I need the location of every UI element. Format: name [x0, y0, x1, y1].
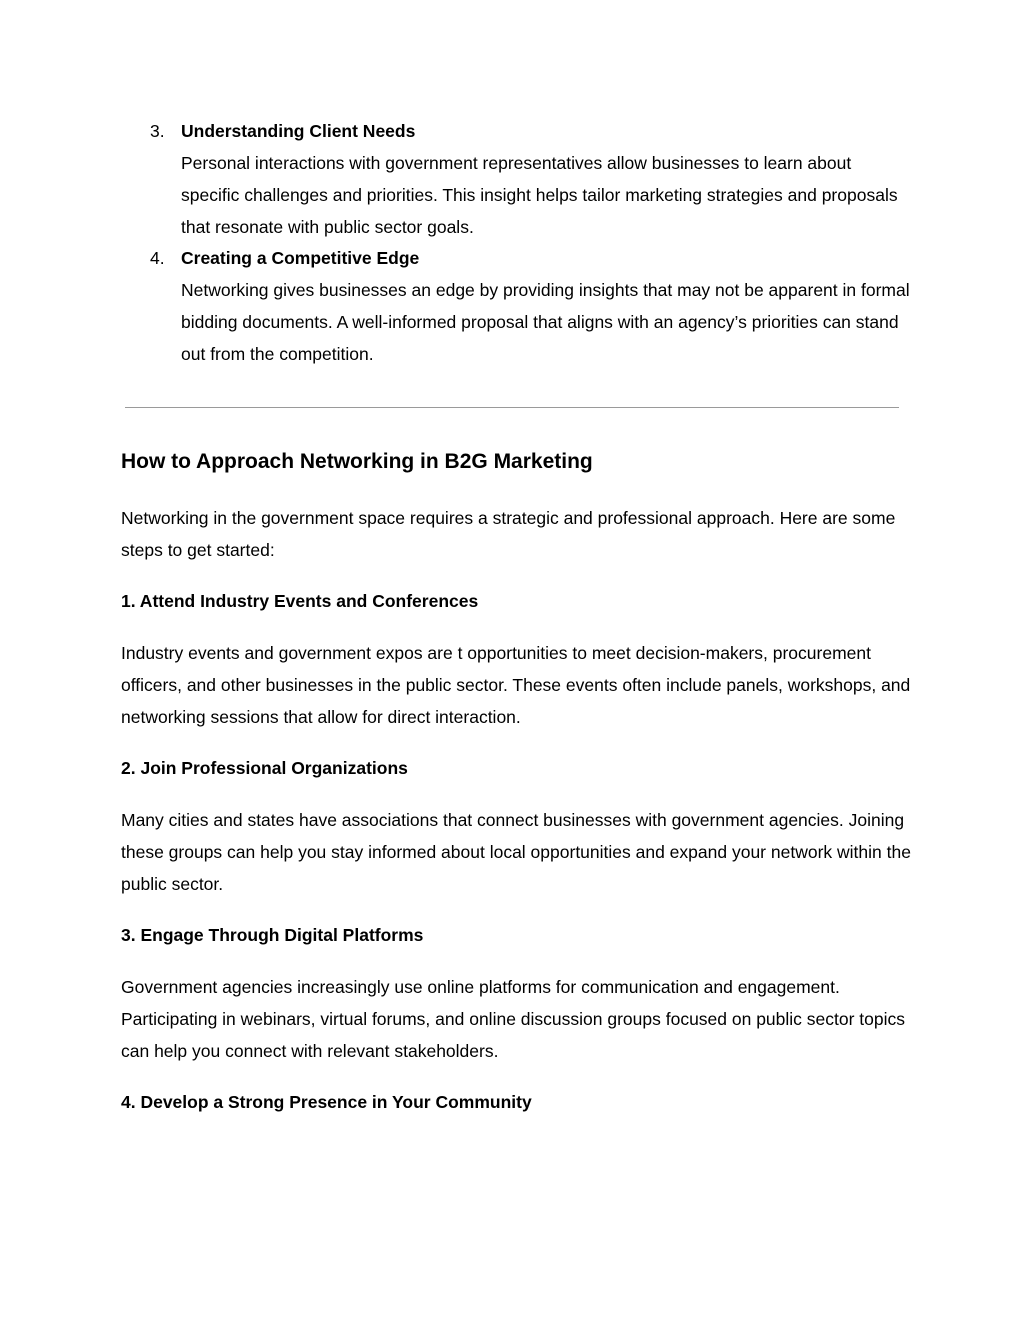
list-item-text: Personal interactions with government representatives allow businesses to learn about specific challenges and priorities. This insight helps tailor marketing strategies and proposals that resonate with public sector goals. — [181, 153, 898, 237]
section-intro: Networking in the government space requires a strategic and professional approach. Here are some steps to get started: — [121, 508, 896, 560]
horizontal-divider — [125, 407, 899, 408]
list-item-body — [181, 242, 911, 370]
list-item-title: Understanding Client Needs — [181, 121, 416, 141]
step-text: Government agencies increasingly use online platforms for communication and engagement. Participating in webinars, virtual forums, and online discussion groups focused on public sector topics can help you connect with relevant stakeholders. — [121, 977, 906, 1061]
section-heading: How to Approach Networking in B2G Marketing — [121, 450, 593, 473]
list-item-body — [181, 115, 911, 243]
list-item-number: 3. — [150, 121, 165, 141]
step-heading: 1. Attend Industry Events and Conferences — [121, 591, 479, 611]
step-heading: 2. Join Professional Organizations — [121, 758, 408, 778]
step-text: Industry events and government expos are t opportunities to meet decision-makers, procurement officers, and other businesses in the public sector. These events often include panels, workshops, and networking sessions that allow for direct interaction. — [121, 643, 911, 727]
list-item-text: Networking gives businesses an edge by providing insights that may not be apparent in formal bidding documents. A well-informed proposal that aligns with an agency’s priorities can stand out from the competition. — [181, 280, 910, 364]
list-item-title: Creating a Competitive Edge — [181, 248, 420, 268]
step-heading: 3. Engage Through Digital Platforms — [121, 925, 424, 945]
step-heading: 4. Develop a Strong Presence in Your Community — [121, 1092, 532, 1112]
step-text: Many cities and states have associations that connect businesses with government agencies. Joining these groups can help you stay informed about local opportunities and expand your network within the public sector. — [121, 810, 911, 894]
list-item-number: 4. — [150, 248, 165, 268]
